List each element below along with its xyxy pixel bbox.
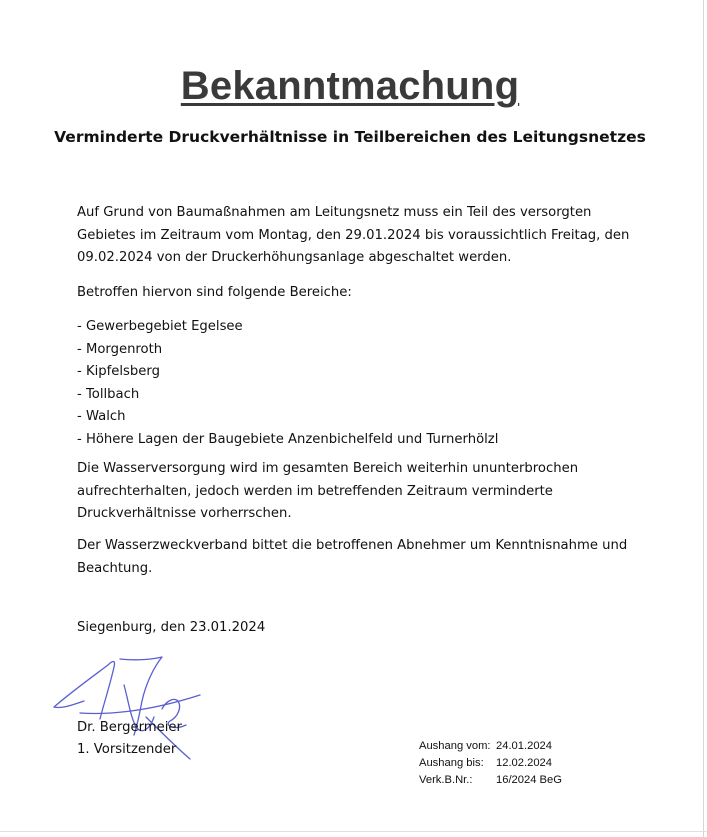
- list-item: - Tollbach: [77, 386, 140, 402]
- posting-until-row: [419, 755, 562, 772]
- page-edge-right: [703, 0, 704, 837]
- posting-from-label: Aushang vom:: [419, 740, 491, 752]
- paragraph-construction: Auf Grund von Baumaßnahmen am Leitungsnetz muss ein Teil des versorgten Gebietes im Zeitraum vom Montag, den 29.01.2024 bis voraussichtlich Freitag, den 09.02.2024 von der Druckerhöhungsanlage abgeschaltet werden.: [77, 205, 630, 265]
- reference-number-value: 16/2024 BeG: [496, 774, 562, 786]
- posting-until-label: Aushang bis:: [419, 757, 484, 769]
- list-item: - Morgenroth: [77, 341, 163, 357]
- place-date: Siegenburg, den 23.01.2024: [77, 620, 266, 635]
- signatory-name: Dr. Bergermeier: [77, 720, 182, 735]
- notice-title: Bekanntmachung: [180, 64, 520, 108]
- posting-until-value: 12.02.2024: [496, 757, 552, 769]
- page-edge-bottom: [0, 831, 707, 832]
- reference-number-row: [419, 772, 562, 789]
- posting-info-block: [419, 738, 562, 789]
- paragraph-request: Der Wasserzweckverband bittet die betroffenen Abnehmer um Kenntnisnahme und Beachtung.: [77, 538, 628, 576]
- posting-from-value: 24.01.2024: [496, 740, 552, 752]
- paragraph-supply: Die Wasserversorgung wird im gesamten Bereich weiterhin ununterbrochen aufrechterhalten, jedoch werden im betreffenden Zeitraum verminderte Druckverhältnisse vorherrschen.: [77, 461, 579, 521]
- list-item: - Kipfelsberg: [77, 364, 160, 379]
- notice-subtitle: Verminderte Druckverhältnisse in Teilbereichen des Leitungsnetzes: [54, 128, 646, 146]
- signatory-role: 1. Vorsitzender: [77, 742, 177, 757]
- reference-number-label: Verk.B.Nr.:: [419, 774, 473, 786]
- paragraph-affected-intro: Betroffen hiervon sind folgende Bereiche:: [77, 285, 352, 300]
- list-item: - Höhere Lagen der Baugebiete Anzenbichelfeld und Turnerhölzl: [77, 431, 499, 447]
- list-item: - Gewerbegebiet Egelsee: [77, 319, 243, 334]
- posting-from-row: [419, 738, 562, 755]
- affected-areas-list: [77, 316, 637, 451]
- list-item: - Walch: [77, 409, 126, 424]
